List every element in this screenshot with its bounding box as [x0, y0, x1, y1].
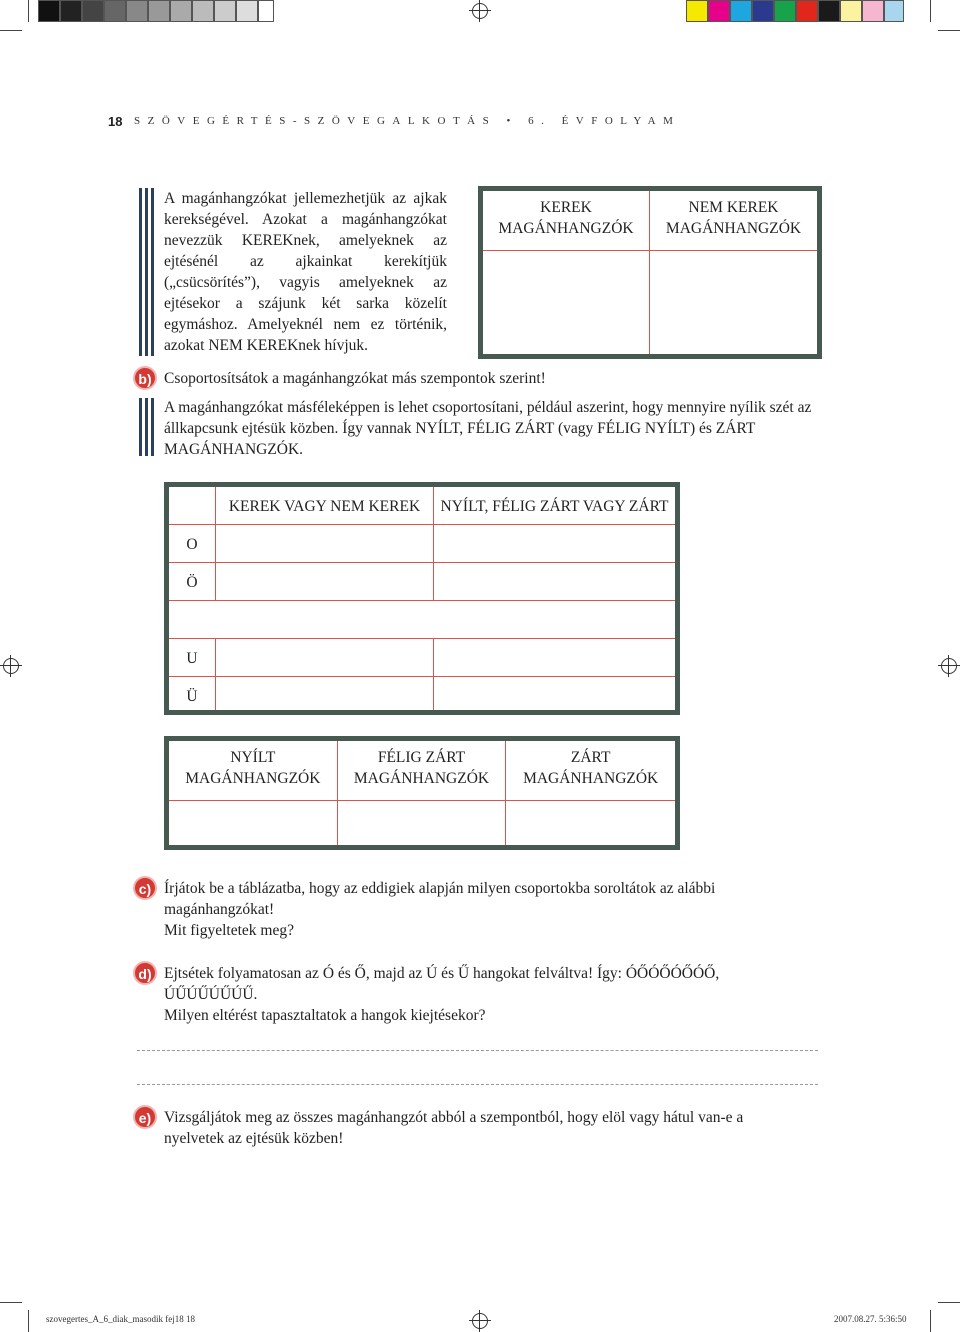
- task-c-line: magánhangzókat!: [164, 901, 275, 918]
- task-c-text: [164, 878, 715, 941]
- color-swatch: [796, 0, 818, 22]
- gray-swatch: [82, 0, 104, 22]
- row-label: O: [169, 525, 216, 563]
- gray-swatch: [258, 0, 274, 22]
- task-d-line: Ejtsétek folyamatosan az Ó és Ő, majd az Ú és Ű hangokat felváltva! Így: ÓŐÓŐÓŐÓŐ,: [164, 965, 720, 982]
- answer-cell[interactable]: [434, 639, 675, 677]
- vowel-classification-table: [164, 482, 680, 715]
- task-c-line: Írjátok be a táblázatba, hogy az eddigiek alapján milyen csoportokba soroltátok az alábbi: [164, 880, 716, 897]
- registration-mark-icon: [941, 658, 957, 674]
- gray-swatch: [214, 0, 236, 22]
- registration-mark-icon: [3, 658, 19, 674]
- color-swatch: [686, 0, 708, 22]
- side-bars: [139, 188, 154, 356]
- rounded-vowel-table: [478, 186, 822, 359]
- openness-paragraph: A magánhangzókat másféleképpen is lehet csoportosítani, például aszerint, hogy mennyire nyílik szét az állkapcsunk ejtésük közben. Így vannak NYÍLT, FÉLIG ZÁRT (vagy FÉLIG NYÍLT) és ZÁRT MAGÁNHANGZÓK.: [164, 399, 812, 458]
- table-header-cell: NYÍLT MAGÁNHANGZÓK: [169, 741, 338, 801]
- color-swatch: [818, 0, 840, 22]
- answer-cell[interactable]: [338, 801, 507, 845]
- row-label: Ü: [169, 677, 216, 710]
- crop-mark: [28, 0, 29, 22]
- intro-paragraph: A magánhangzókat jellemezhetjük az ajkak kerekségével. Azokat a magánhangzókat nevezzük KEREKnek, amelyeknek az ejtésénél az ajkainkat kerekítjük („csücsörítés”), vagyis amelyeknek az ejtésekor a szájunk két sarka közelít egymáshoz. Amelyeknél nem ez történik, azokat NEM KEREKnek hívjuk.: [164, 190, 447, 354]
- gray-swatch: [60, 0, 82, 22]
- spacer-row: [169, 601, 675, 639]
- task-d-line: ÚŰÚŰÚŰÚŰ.: [164, 986, 258, 1003]
- crop-mark: [930, 0, 931, 22]
- color-swatch: [884, 0, 904, 22]
- footer-file-label: szovegertes_A_6_diak_masodik fej18 18: [46, 1314, 195, 1324]
- color-swatch: [730, 0, 752, 22]
- answer-cell[interactable]: [434, 563, 675, 601]
- table-header-cell: NEM KEREK MAGÁNHANGZÓK: [650, 191, 817, 251]
- crop-mark: [28, 1310, 29, 1332]
- side-bars: [139, 398, 154, 456]
- answer-cell[interactable]: [650, 251, 817, 354]
- task-e-line: nyelvetek az ejtésük közben!: [164, 1130, 344, 1147]
- task-e-line: Vizsgáljátok meg az összes magánhangzót abból a szempontból, hogy elöl vagy hátul van-e a: [164, 1109, 744, 1126]
- answer-cell[interactable]: [216, 677, 434, 710]
- crop-mark: [0, 1302, 22, 1303]
- corner-cell: [169, 487, 216, 525]
- color-swatch: [840, 0, 862, 22]
- table-header-cell: NYÍLT, FÉLIG ZÁRT VAGY ZÁRT: [434, 487, 675, 525]
- answer-line[interactable]: [137, 1050, 818, 1051]
- crop-mark: [938, 30, 960, 31]
- crop-mark: [0, 30, 22, 31]
- table-header-cell: FÉLIG ZÁRT MAGÁNHANGZÓK: [338, 741, 507, 801]
- crop-mark: [930, 1310, 931, 1332]
- task-d-line: Milyen eltérést tapasztaltatok a hangok kiejtésekor?: [164, 1007, 486, 1024]
- task-e-text: [164, 1107, 743, 1149]
- answer-cell[interactable]: [216, 525, 434, 563]
- gray-swatch: [192, 0, 214, 22]
- answer-cell[interactable]: [434, 677, 675, 710]
- row-label: Ö: [169, 563, 216, 601]
- answer-cell[interactable]: [216, 639, 434, 677]
- task-d-text: [164, 963, 719, 1026]
- table-header-cell: KEREK VAGY NEM KEREK: [216, 487, 434, 525]
- footer-timestamp: 2007.08.27. 5:36:50: [834, 1314, 907, 1324]
- table-header-cell: ZÁRT MAGÁNHANGZÓK: [506, 741, 675, 801]
- gray-swatch: [170, 0, 192, 22]
- gray-swatch: [236, 0, 258, 22]
- answer-line[interactable]: [137, 1084, 818, 1085]
- row-label: U: [169, 639, 216, 677]
- gray-swatch: [38, 0, 60, 22]
- answer-cell[interactable]: [216, 563, 434, 601]
- page-number: 18: [108, 114, 123, 129]
- registration-mark-icon: [472, 1313, 488, 1329]
- answer-cell[interactable]: [169, 801, 338, 845]
- color-swatch: [752, 0, 774, 22]
- color-swatch: [708, 0, 730, 22]
- task-badge-e: e): [133, 1105, 157, 1129]
- gray-swatch: [104, 0, 126, 22]
- crop-mark: [938, 1302, 960, 1303]
- color-swatch: [774, 0, 796, 22]
- gray-swatch: [148, 0, 170, 22]
- running-header: SZÖVEGÉRTÉS-SZÖVEGALKOTÁS • 6. ÉVFOLYAM: [134, 115, 681, 127]
- answer-cell[interactable]: [434, 525, 675, 563]
- task-badge-d: d): [133, 961, 157, 985]
- registration-mark-icon: [472, 3, 488, 19]
- answer-cell[interactable]: [506, 801, 675, 845]
- answer-cell[interactable]: [483, 251, 650, 354]
- gray-swatch: [126, 0, 148, 22]
- task-c-line: Mit figyeltetek meg?: [164, 922, 294, 939]
- openness-table: [164, 736, 680, 850]
- task-badge-c: c): [133, 876, 157, 900]
- color-swatch: [862, 0, 884, 22]
- task-badge-b: b): [133, 366, 157, 390]
- task-b-text: Csoportosítsátok a magánhangzókat más szempontok szerint!: [164, 370, 546, 387]
- table-header-cell: KEREK MAGÁNHANGZÓK: [483, 191, 650, 251]
